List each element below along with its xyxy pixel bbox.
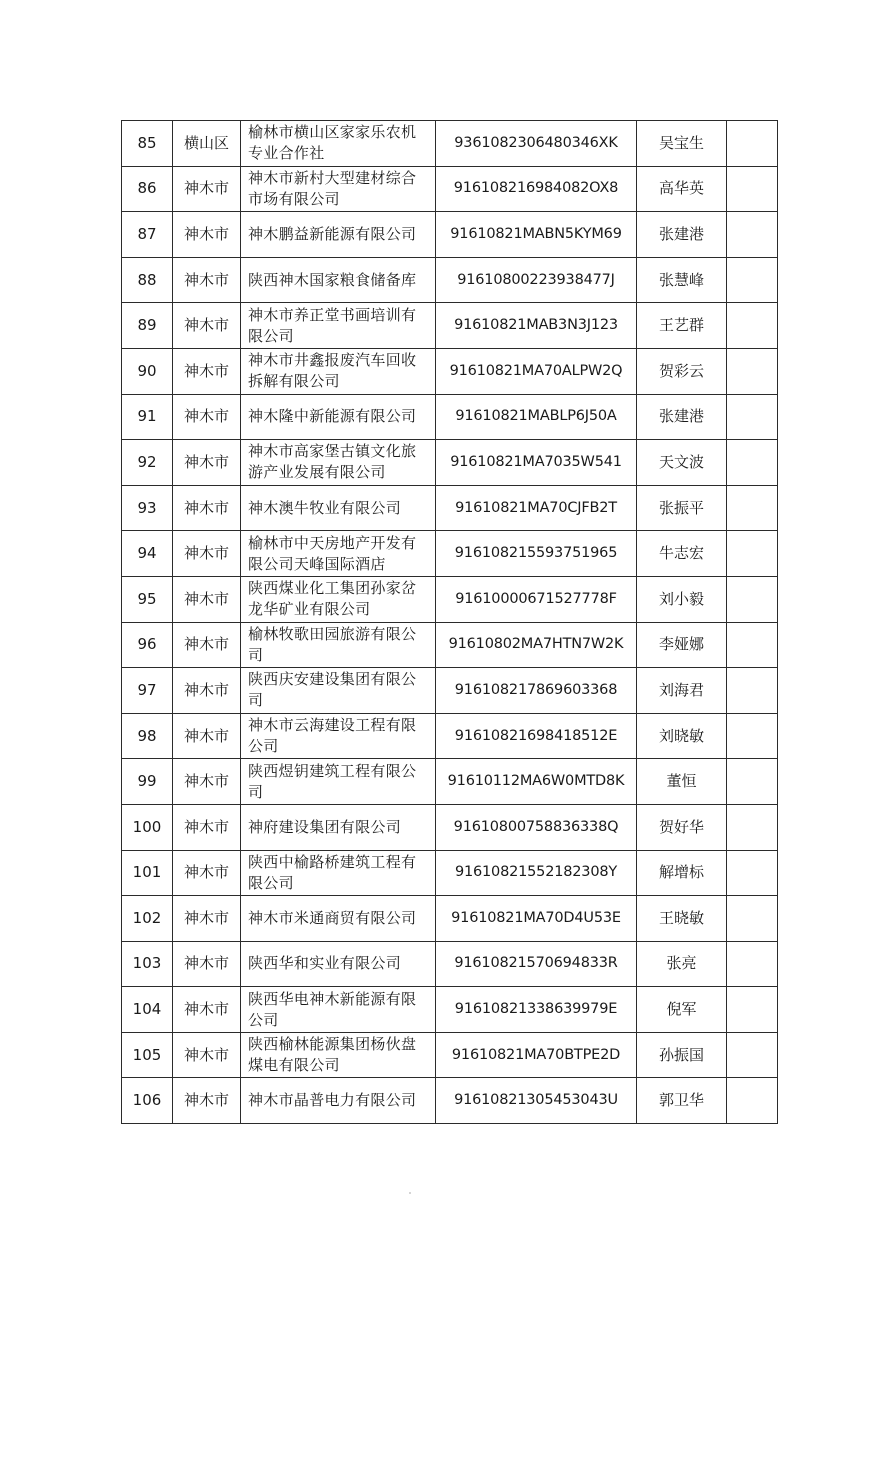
table-row [122,987,778,1033]
company-roster-table [121,120,778,1124]
row-number-cell: 99 [122,759,173,805]
company-name-cell: 陕西煤业化工集团孙家岔龙华矿业有限公司 [241,576,436,622]
remark-cell [727,394,778,440]
region-cell: 神木市 [173,485,241,531]
credit-code-cell: 91610800758836338Q [436,804,637,850]
legal-person-cell: 解增标 [637,850,727,896]
region-cell: 神木市 [173,348,241,394]
table-row [122,896,778,942]
company-name-cell: 陕西榆林能源集团杨伙盘煤电有限公司 [241,1032,436,1078]
table-row [122,166,778,212]
company-name-cell: 榆林牧歌田园旅游有限公司 [241,622,436,668]
row-number-cell: 88 [122,257,173,303]
legal-person-cell: 王晓敏 [637,896,727,942]
row-number-cell: 93 [122,485,173,531]
region-cell: 神木市 [173,1078,241,1124]
remark-cell [727,303,778,349]
row-number-cell: 103 [122,941,173,987]
row-number-cell: 101 [122,850,173,896]
row-number-cell: 106 [122,1078,173,1124]
row-number-cell: 96 [122,622,173,668]
row-number-cell: 86 [122,166,173,212]
company-name-cell: 神木鹏益新能源有限公司 [241,212,436,258]
credit-code-cell: 91610802MA7HTN7W2K [436,622,637,668]
credit-code-cell: 91610821MABLP6J50A [436,394,637,440]
remark-cell [727,622,778,668]
row-number-cell: 102 [122,896,173,942]
company-name-cell: 神府建设集团有限公司 [241,804,436,850]
row-number-cell: 87 [122,212,173,258]
remark-cell [727,804,778,850]
remark-cell [727,485,778,531]
table-row [122,394,778,440]
region-cell: 神木市 [173,394,241,440]
remark-cell [727,850,778,896]
remark-cell [727,1078,778,1124]
credit-code-cell: 916108215593751965 [436,531,637,577]
credit-code-cell: 91610821MA70BTPE2D [436,1032,637,1078]
scan-speck [409,1192,411,1194]
remark-cell [727,576,778,622]
table-row [122,713,778,759]
company-name-cell: 神木市米通商贸有限公司 [241,896,436,942]
legal-person-cell: 高华英 [637,166,727,212]
remark-cell [727,987,778,1033]
company-name-cell: 神木市井鑫报废汽车回收拆解有限公司 [241,348,436,394]
credit-code-cell: 91610821338639979E [436,987,637,1033]
legal-person-cell: 郭卫华 [637,1078,727,1124]
region-cell: 神木市 [173,257,241,303]
legal-person-cell: 贺彩云 [637,348,727,394]
legal-person-cell: 王艺群 [637,303,727,349]
region-cell: 神木市 [173,166,241,212]
row-number-cell: 104 [122,987,173,1033]
row-number-cell: 90 [122,348,173,394]
credit-code-cell: 91610112MA6W0MTD8K [436,759,637,805]
company-name-cell: 陕西中榆路桥建筑工程有限公司 [241,850,436,896]
remark-cell [727,531,778,577]
credit-code-cell: 91610821MA70D4U53E [436,896,637,942]
credit-code-cell: 91610821MA70CJFB2T [436,485,637,531]
table-row [122,850,778,896]
region-cell: 神木市 [173,668,241,714]
credit-code-cell: 91610821552182308Y [436,850,637,896]
table-row [122,1032,778,1078]
row-number-cell: 92 [122,440,173,486]
legal-person-cell: 吴宝生 [637,121,727,167]
table-row [122,348,778,394]
remark-cell [727,713,778,759]
region-cell: 神木市 [173,440,241,486]
company-name-cell: 神木市云海建设工程有限公司 [241,713,436,759]
credit-code-cell: 91610821MAB3N3J123 [436,303,637,349]
row-number-cell: 97 [122,668,173,714]
row-number-cell: 95 [122,576,173,622]
table-row [122,303,778,349]
remark-cell [727,212,778,258]
company-name-cell: 神木市晶普电力有限公司 [241,1078,436,1124]
company-name-cell: 榆林市中天房地产开发有限公司天峰国际酒店 [241,531,436,577]
remark-cell [727,941,778,987]
credit-code-cell: 91610821MABN5KYM69 [436,212,637,258]
table-row [122,531,778,577]
credit-code-cell: 91610821698418512E [436,713,637,759]
company-name-cell: 神木市养正堂书画培训有限公司 [241,303,436,349]
region-cell: 神木市 [173,531,241,577]
legal-person-cell: 张建港 [637,394,727,440]
row-number-cell: 85 [122,121,173,167]
region-cell: 神木市 [173,850,241,896]
region-cell: 神木市 [173,1032,241,1078]
remark-cell [727,668,778,714]
legal-person-cell: 李娅娜 [637,622,727,668]
region-cell: 神木市 [173,303,241,349]
company-name-cell: 神木隆中新能源有限公司 [241,394,436,440]
region-cell: 神木市 [173,759,241,805]
row-number-cell: 91 [122,394,173,440]
legal-person-cell: 张慧峰 [637,257,727,303]
region-cell: 神木市 [173,987,241,1033]
region-cell: 横山区 [173,121,241,167]
credit-code-cell: 91610000671527778F [436,576,637,622]
legal-person-cell: 张振平 [637,485,727,531]
credit-code-cell: 916108217869603368 [436,668,637,714]
remark-cell [727,440,778,486]
table-row [122,440,778,486]
table-row [122,212,778,258]
company-name-cell: 神木市新村大型建材综合市场有限公司 [241,166,436,212]
region-cell: 神木市 [173,896,241,942]
legal-person-cell: 刘晓敏 [637,713,727,759]
company-name-cell: 神木澳牛牧业有限公司 [241,485,436,531]
row-number-cell: 100 [122,804,173,850]
company-name-cell: 榆林市横山区家家乐农机专业合作社 [241,121,436,167]
roster-body [122,121,778,1124]
legal-person-cell: 张亮 [637,941,727,987]
table-row [122,622,778,668]
table-row [122,759,778,805]
legal-person-cell: 孙振国 [637,1032,727,1078]
legal-person-cell: 倪军 [637,987,727,1033]
credit-code-cell: 91610821570694833R [436,941,637,987]
table-row [122,257,778,303]
region-cell: 神木市 [173,804,241,850]
table-row [122,668,778,714]
company-name-cell: 陕西华和实业有限公司 [241,941,436,987]
remark-cell [727,896,778,942]
region-cell: 神木市 [173,212,241,258]
legal-person-cell: 刘海君 [637,668,727,714]
row-number-cell: 94 [122,531,173,577]
company-name-cell: 陕西神木国家粮食储备库 [241,257,436,303]
region-cell: 神木市 [173,713,241,759]
row-number-cell: 98 [122,713,173,759]
credit-code-cell: 9361082306480346XK [436,121,637,167]
legal-person-cell: 天文波 [637,440,727,486]
company-name-cell: 陕西庆安建设集团有限公司 [241,668,436,714]
legal-person-cell: 贺好华 [637,804,727,850]
company-name-cell: 陕西华电神木新能源有限公司 [241,987,436,1033]
credit-code-cell: 91610821MA7035W541 [436,440,637,486]
table-row [122,1078,778,1124]
remark-cell [727,759,778,805]
region-cell: 神木市 [173,622,241,668]
legal-person-cell: 张建港 [637,212,727,258]
row-number-cell: 105 [122,1032,173,1078]
credit-code-cell: 91610821MA70ALPW2Q [436,348,637,394]
region-cell: 神木市 [173,576,241,622]
table-row [122,576,778,622]
table-row [122,804,778,850]
row-number-cell: 89 [122,303,173,349]
region-cell: 神木市 [173,941,241,987]
company-name-cell: 陕西煜钥建筑工程有限公司 [241,759,436,805]
remark-cell [727,257,778,303]
legal-person-cell: 牛志宏 [637,531,727,577]
credit-code-cell: 91610800223938477J [436,257,637,303]
legal-person-cell: 刘小毅 [637,576,727,622]
credit-code-cell: 91610821305453043U [436,1078,637,1124]
table-row [122,485,778,531]
table-row [122,941,778,987]
legal-person-cell: 董恒 [637,759,727,805]
remark-cell [727,166,778,212]
credit-code-cell: 916108216984082OX8 [436,166,637,212]
company-name-cell: 神木市高家堡古镇文化旅游产业发展有限公司 [241,440,436,486]
remark-cell [727,121,778,167]
remark-cell [727,1032,778,1078]
remark-cell [727,348,778,394]
table-row [122,121,778,167]
